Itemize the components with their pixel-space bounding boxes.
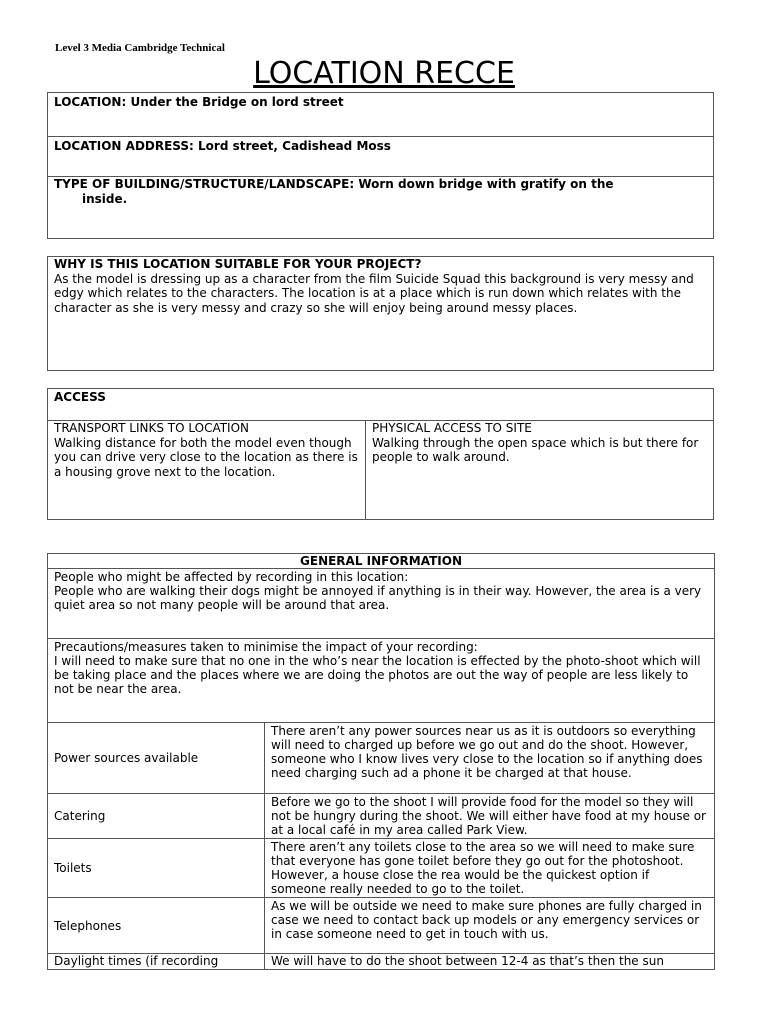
- suitable-heading: WHY IS THIS LOCATION SUITABLE FOR YOUR PROJECT?: [54, 257, 422, 271]
- affected-cell: [48, 569, 715, 639]
- precautions-text: I will need to make sure that no one in the who’s near the location is effected by the photo-shoot which will be taking place and the places where we are doing the photos are out the way of people are less likely to not be near the area.: [54, 654, 701, 696]
- daylight-label: Daylight times (if recording: [48, 954, 265, 970]
- type-row: [48, 177, 713, 238]
- table-row: [48, 794, 715, 839]
- general-heading-row: [48, 554, 715, 569]
- physical-label: PHYSICAL ACCESS TO SITE: [372, 421, 532, 435]
- address-row: [48, 137, 713, 177]
- general-info-table: [47, 553, 715, 970]
- table-row: [48, 954, 715, 970]
- suitable-box: [47, 256, 714, 371]
- transport-text: Walking distance for both the model even though you can drive very close to the location as there is a housing grove next to the location.: [54, 435, 358, 479]
- course-header: Level 3 Media Cambridge Technical: [55, 42, 225, 54]
- type-text-line2: inside.: [82, 191, 128, 206]
- type-text-line1: TYPE OF BUILDING/STRUCTURE/LANDSCAPE: Worn down bridge with gratify on the: [54, 177, 614, 191]
- affected-text: People who are walking their dogs might be annoyed if anything is in their way. However, the area is a very quiet area so not many people will be around that area.: [54, 584, 702, 612]
- toilets-text: There aren’t any toilets close to the area so we will need to make sure that everyone has gone toilet before they go out for the photoshoot. However, a house close the rea would be the quickest option if someone really needed to go to the toilet.: [265, 839, 715, 898]
- page-title-text: LOCATION RECCE: [253, 56, 515, 91]
- location-box: [47, 92, 714, 239]
- affected-label: People who might be affected by recording in this location:: [54, 570, 409, 584]
- location-row: [48, 93, 713, 137]
- access-columns: [48, 421, 713, 519]
- daylight-text: We will have to do the shoot between 12-4 as that’s then the sun: [265, 954, 715, 970]
- table-row: [48, 839, 715, 898]
- precautions-label: Precautions/measures taken to minimise the impact of your recording:: [54, 640, 478, 654]
- access-box: [47, 388, 714, 520]
- page-title: [0, 56, 768, 91]
- precautions-row: [48, 639, 715, 723]
- physical-cell: [366, 421, 713, 519]
- telephones-text: As we will be outside we need to make sure phones are fully charged in case we need to contact back up models or any emergency services or in case someone need to get in touch with us.: [265, 898, 715, 954]
- location-text: LOCATION: Under the Bridge on lord street: [54, 95, 344, 109]
- physical-text: Walking through the open space which is but there for people to walk around.: [372, 435, 699, 464]
- catering-text: Before we go to the shoot I will provide food for the model so they will not be hungry during the shoot. We will either have food at my house or at a local café in my area called Park View.: [265, 794, 715, 839]
- suitable-text: As the model is dressing up as a character from the film Suicide Squad this background is very messy and edgy which relates to the characters. The location is at a place which is run down which relates with the character as she is very messy and crazy so she will enjoy being around messy places.: [54, 271, 694, 315]
- general-heading: GENERAL INFORMATION: [48, 554, 715, 569]
- transport-cell: [48, 421, 366, 519]
- catering-label: Catering: [48, 794, 265, 839]
- power-label: Power sources available: [48, 723, 265, 794]
- toilets-label: Toilets: [48, 839, 265, 898]
- telephones-label: Telephones: [48, 898, 265, 954]
- access-heading: ACCESS: [48, 389, 713, 421]
- affected-row: [48, 569, 715, 639]
- table-row: [48, 723, 715, 794]
- power-text: There aren’t any power sources near us as it is outdoors so everything will need to charged up before we go out and do the shoot. However, someone who I know lives very close to the location so if anything does need charging such ad a phone it be charged at that house.: [265, 723, 715, 794]
- transport-label: TRANSPORT LINKS TO LOCATION: [54, 421, 250, 435]
- precautions-cell: [48, 639, 715, 723]
- table-row: [48, 898, 715, 954]
- address-text: LOCATION ADDRESS: Lord street, Cadishead Moss: [54, 139, 391, 153]
